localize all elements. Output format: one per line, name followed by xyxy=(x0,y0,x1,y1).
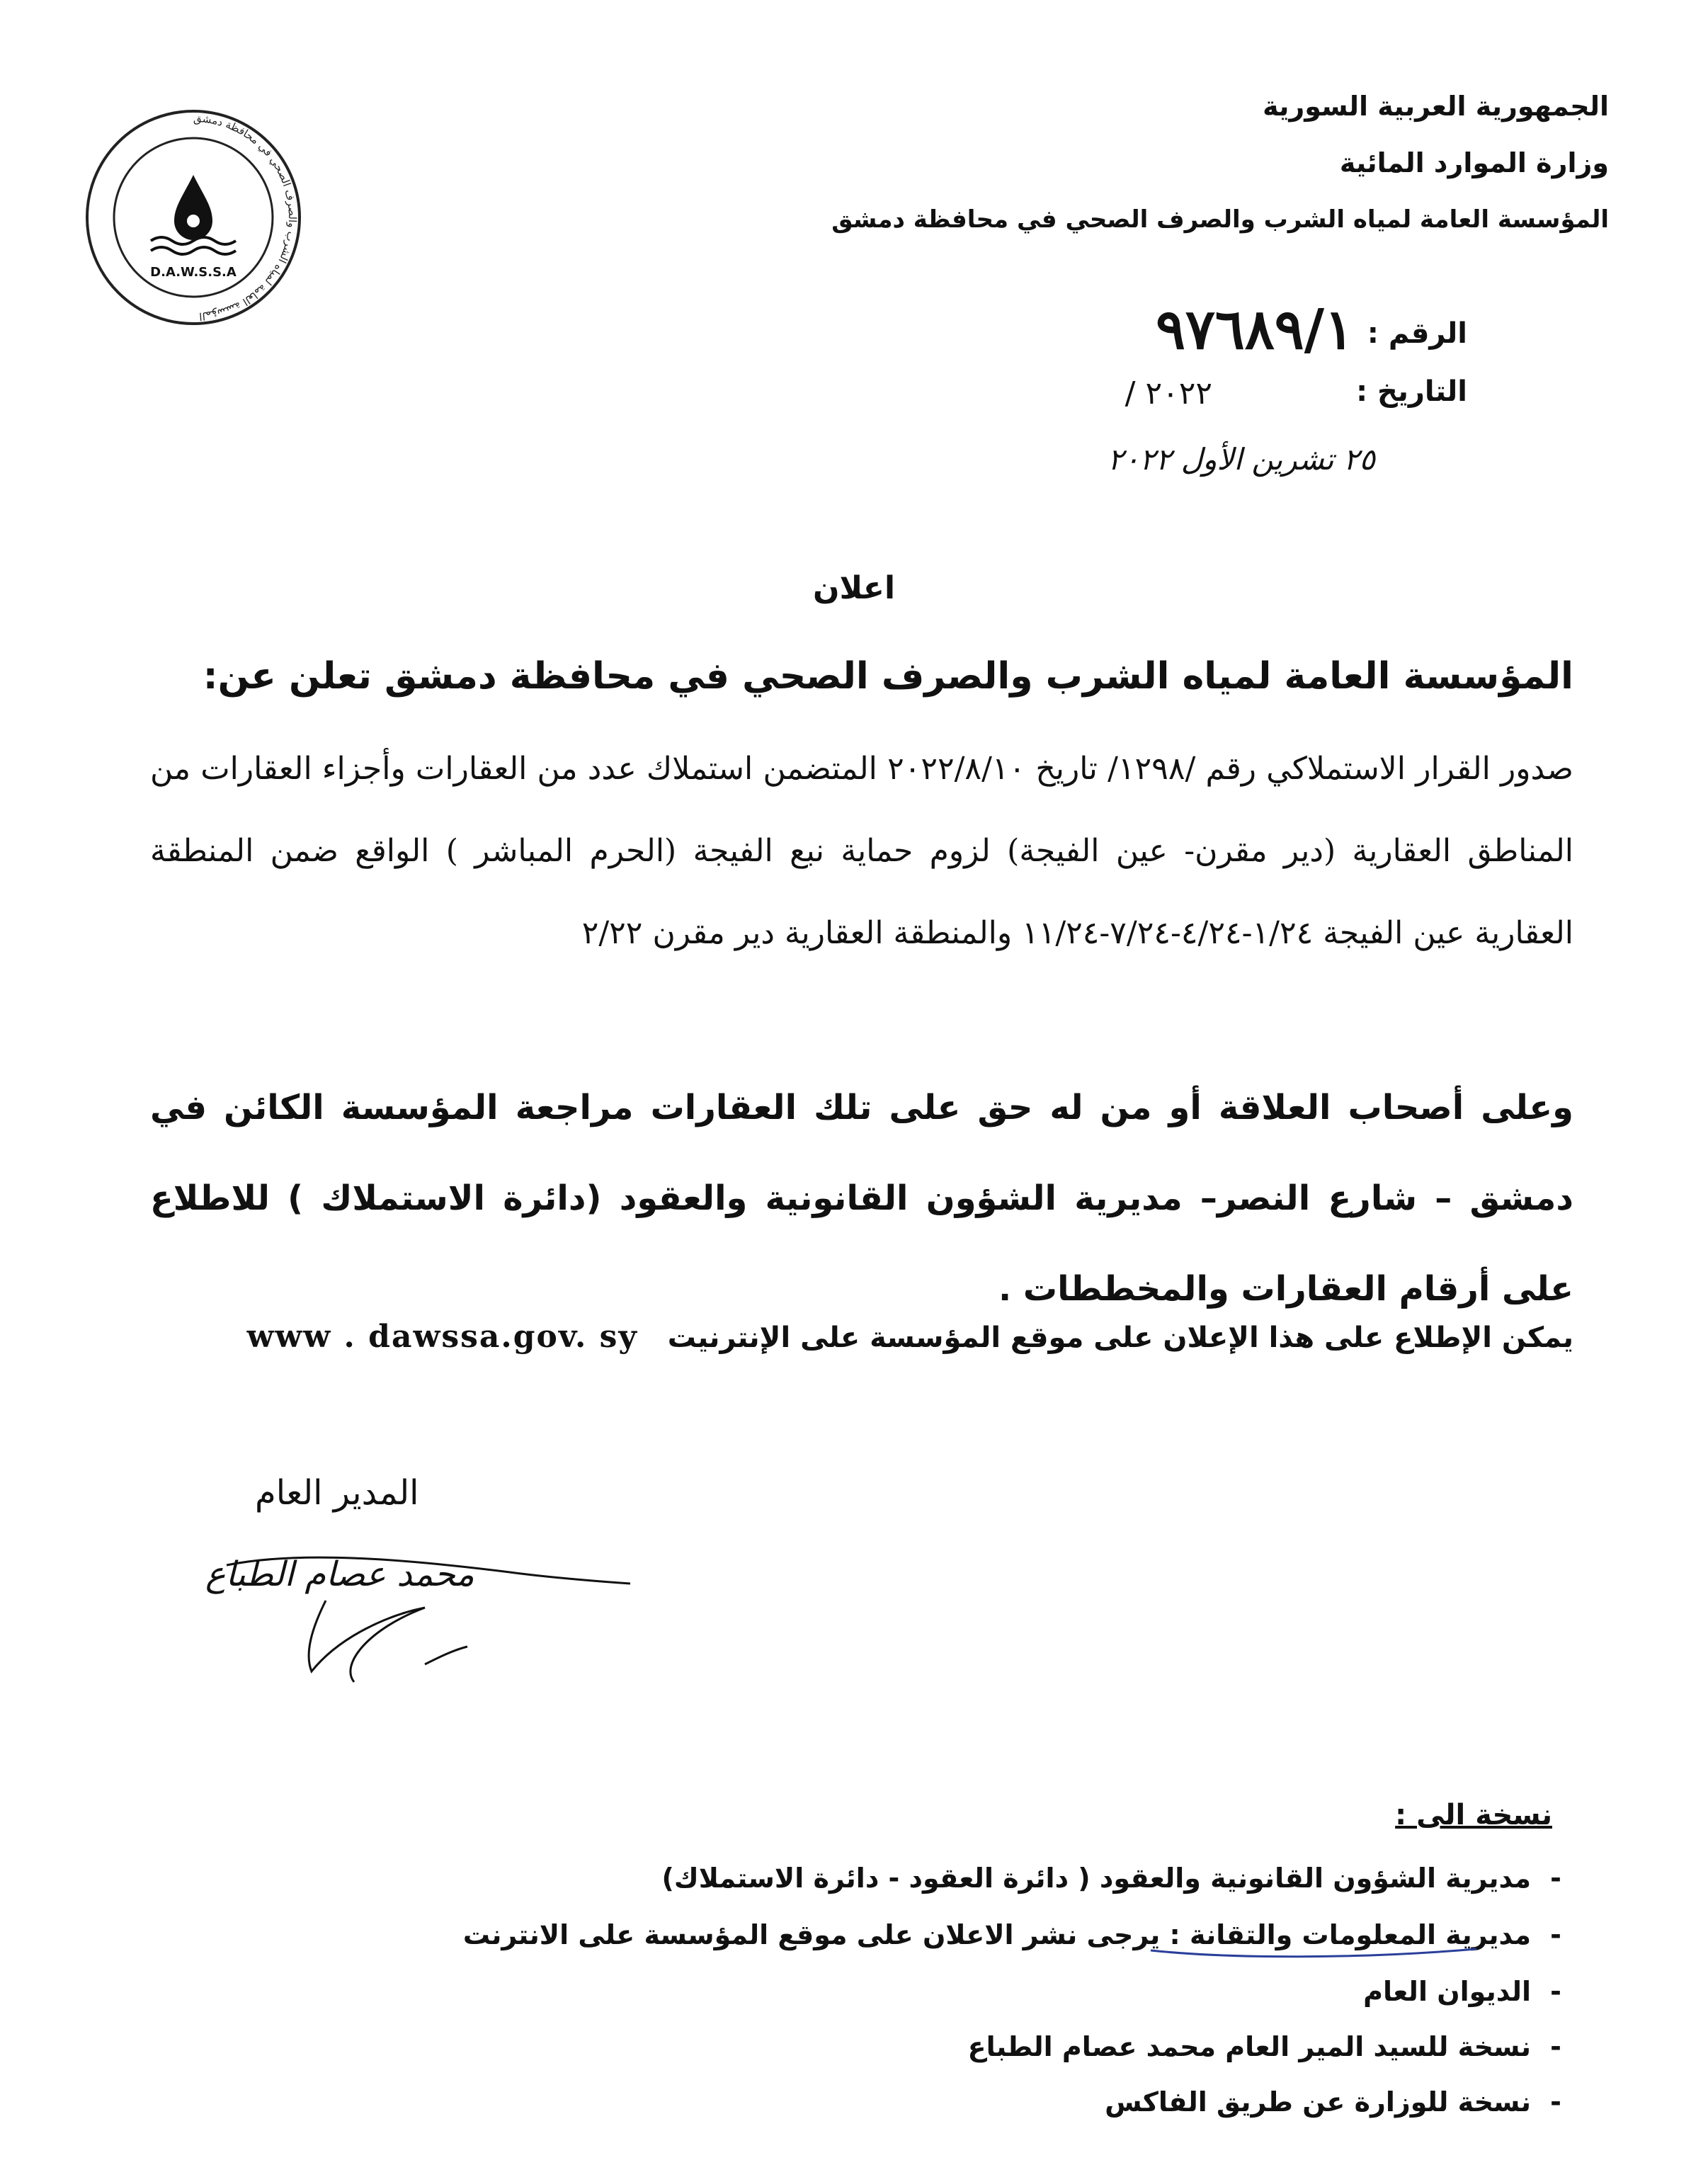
website-url[interactable]: www . dawssa.gov. sy xyxy=(246,1319,638,1355)
handwritten-underline-icon xyxy=(1147,1946,1480,1962)
signature-scribble-icon xyxy=(212,1523,637,1686)
stamped-date: ٢٥ تشرين الأول ٢٠٢٢ xyxy=(1108,442,1375,477)
reference-number-value: ٩٧٦٨٩/١ xyxy=(1156,297,1354,362)
header-republic: الجمهورية العربية السورية xyxy=(1263,91,1609,122)
list-dash: - xyxy=(1550,1976,1561,2007)
announcement-paragraph-2: وعلى أصحاب العلاقة أو من له حق على تلك العقارات مراجعة المؤسسة الكائن في دمشق – شارع النصر– مديرية الشؤون القانونية والعقود (دائرة الاستملاك ) للاطلاع على أرقام العقارات والمخططات . xyxy=(150,1088,1573,1309)
reference-date-value: / ٢٠٢٢ xyxy=(1125,375,1212,411)
list-dash: - xyxy=(1550,1919,1561,1950)
copy-item: -نسخة للوزارة عن طريق الفاكس xyxy=(1105,2086,1581,2118)
list-dash: - xyxy=(1550,2031,1561,2062)
institution-seal-icon xyxy=(84,108,303,327)
reference-number-label: الرقم : xyxy=(1367,317,1467,350)
copy-item: -الديوان العام xyxy=(1363,1976,1581,2007)
header-institution: المؤسسة العامة لمياه الشرب والصرف الصحي في محافظة دمشق xyxy=(831,205,1609,234)
copy-item: -نسخة للسيد المير العام محمد عصام الطباع xyxy=(968,2031,1581,2062)
website-notice xyxy=(247,1319,1573,1355)
seal-acronym: D.A.W.S.S.A xyxy=(150,265,237,280)
list-dash: - xyxy=(1550,1863,1561,1894)
signatory-title: المدير العام xyxy=(255,1473,419,1513)
announcement-subtitle: المؤسسة العامة لمياه الشرب والصرف الصحي في محافظة دمشق تعلن عن: xyxy=(203,655,1573,698)
list-dash: - xyxy=(1550,2086,1561,2118)
signatory-name: محمد عصام الطباع xyxy=(205,1555,474,1594)
copy-item: -مديرية المعلومات والتقانة : يرجى نشر الاعلان على موقع المؤسسة على الانترنت xyxy=(463,1919,1581,1950)
announcement-title: اعلان xyxy=(812,570,896,606)
copies-label: نسخة الى : xyxy=(1395,1799,1552,1831)
reference-date-label: التاريخ : xyxy=(1356,375,1467,408)
website-notice-text: يمكن الإطلاع على هذا الإعلان على موقع المؤسسة على الإنترنيت xyxy=(667,1322,1573,1354)
copy-item: -مديرية الشؤون القانونية والعقود ( دائرة العقود - دائرة الاستملاك) xyxy=(662,1863,1581,1894)
seal-ring-text: المؤسسة العامة لمياه الشرب والصرف الصحي في محافظة دمشق xyxy=(193,111,300,323)
announcement-paragraph-1: صدور القرار الاستملاكي رقم /١٢٩٨/ تاريخ ٢٠٢٢/٨/١٠ المتضمن استملاك عدد من العقارات وأجزاء العقارات من المناطق العقارية (دير مقرن- عين الفيجة) لزوم حماية نبع الفيجة (الحرم المباشر ) الواقع ضمن المنطقة العقارية عين الفيجة ١/٢٤-٤/٢٤-٧/٢٤-١١/٢٤ والمنطقة العقارية دير مقرن ٢/٢٢ xyxy=(150,751,1573,951)
header-ministry: وزارة الموارد المائية xyxy=(1339,147,1609,178)
